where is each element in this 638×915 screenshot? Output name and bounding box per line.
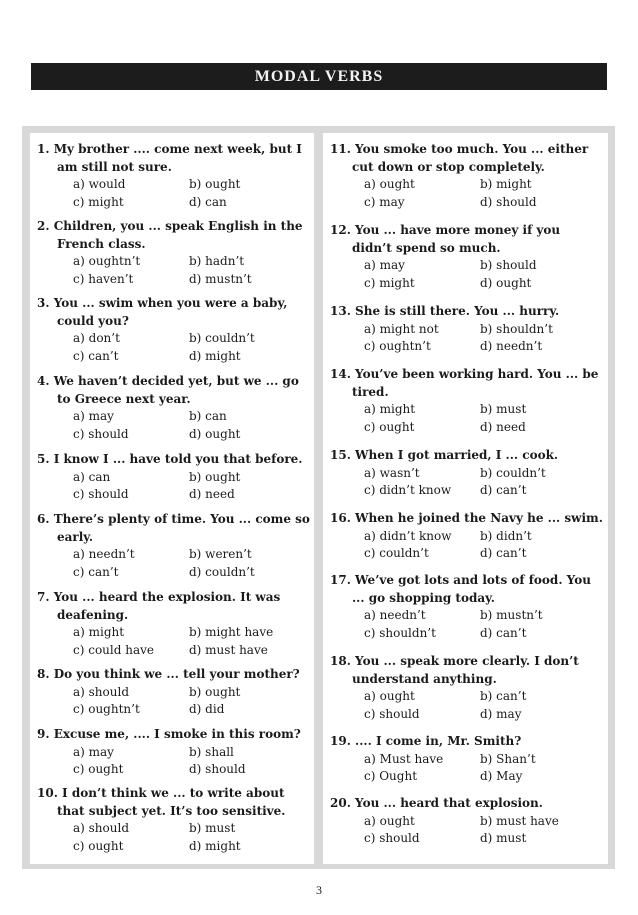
question-17	[323, 572, 608, 642]
option-b: b) can’t	[480, 689, 527, 704]
option-a: a) didn’t know	[364, 528, 452, 543]
option-c: c) ought	[364, 419, 415, 434]
option-c: c) should	[73, 487, 129, 502]
question-1	[30, 141, 314, 211]
question-stem: 3. You ... swim when you were a baby, could you?	[37, 296, 288, 328]
option-d: d) May	[480, 769, 523, 784]
option-c: c) may	[364, 194, 405, 209]
option-c: c) can’t	[73, 564, 119, 579]
question-16	[323, 510, 608, 563]
question-stem: 8. Do you think we ... tell your mother?	[37, 667, 300, 681]
option-a: a) oughtn’t	[73, 254, 141, 269]
option-c: c) oughtn’t	[364, 339, 431, 354]
page-number: 3	[316, 883, 322, 897]
option-b: b) can	[189, 409, 227, 424]
question-20	[323, 795, 608, 848]
option-d: d) may	[480, 706, 522, 721]
option-c: c) Ought	[364, 769, 418, 784]
option-c: c) ought	[73, 838, 124, 853]
option-c: c) might	[364, 275, 415, 290]
option-d: d) can	[189, 194, 227, 209]
option-c: c) ought	[73, 762, 124, 777]
question-stem: 12. You ... have more money if you didn’t spend so much.	[330, 223, 561, 255]
question-stem: 5. I know I ... have told you that before.	[37, 452, 303, 466]
option-d: d) need	[189, 487, 235, 502]
option-b: b) must	[189, 821, 236, 836]
option-a: a) may	[73, 409, 114, 424]
option-c: c) haven’t	[73, 271, 134, 286]
question-stem: 16. When he joined the Navy he ... swim.	[330, 511, 603, 525]
option-a: a) ought	[364, 813, 415, 828]
option-a: a) would	[73, 177, 126, 192]
question-stem: 14. You’ve been working hard. You ... be tired.	[330, 367, 599, 399]
question-15	[323, 447, 608, 500]
question-stem: 10. I don’t think we ... to write about that subject yet. It’s too sensitive.	[37, 786, 286, 818]
option-c: c) should	[364, 831, 420, 846]
option-a: a) needn’t	[364, 608, 426, 623]
question-8	[30, 666, 314, 719]
option-c: c) oughtn’t	[73, 702, 140, 717]
option-a: a) needn’t	[73, 547, 135, 562]
option-b: b) couldn’t	[189, 331, 255, 346]
option-b: b) should	[480, 258, 537, 273]
option-b: b) shouldn’t	[480, 321, 553, 336]
option-b: b) ought	[189, 469, 241, 484]
option-d: d) ought	[480, 275, 532, 290]
question-stem: 18. You ... speak more clearly. I don’t understand anything.	[330, 654, 579, 686]
question-stem: 17. We’ve got lots and lots of food. You ... go shopping today.	[330, 573, 591, 605]
question-10	[30, 785, 314, 855]
option-d: d) mustn’t	[189, 271, 252, 286]
option-b: b) weren’t	[189, 547, 252, 562]
option-a: a) should	[73, 684, 130, 699]
option-d: d) should	[189, 762, 246, 777]
option-a: a) ought	[364, 177, 415, 192]
option-b: b) couldn’t	[480, 465, 546, 480]
question-7	[30, 589, 314, 659]
option-b: b) might have	[189, 625, 274, 640]
option-a: a) ought	[364, 689, 415, 704]
question-5	[30, 451, 314, 504]
option-a: a) might	[364, 402, 416, 417]
question-stem: 19. .... I come in, Mr. Smith?	[330, 734, 522, 748]
option-c: c) should	[364, 706, 420, 721]
option-c: c) shouldn’t	[364, 625, 436, 640]
option-d: d) ought	[189, 426, 241, 441]
option-d: d) must	[480, 831, 527, 846]
option-b: b) must have	[480, 813, 559, 828]
question-13	[323, 303, 608, 356]
option-b: b) ought	[189, 684, 241, 699]
question-stem: 7. You ... heard the explosion. It was deafening.	[37, 590, 281, 622]
option-c: c) didn’t know	[364, 483, 452, 498]
option-c: c) should	[73, 426, 129, 441]
option-a: a) wasn’t	[364, 465, 420, 480]
option-d: d) can’t	[480, 625, 527, 640]
option-b: b) might	[480, 177, 532, 192]
option-b: b) ought	[189, 177, 241, 192]
option-a: a) should	[73, 821, 130, 836]
question-stem: 6. There’s plenty of time. You ... come so early.	[37, 512, 310, 544]
option-d: d) must have	[189, 642, 268, 657]
option-a: a) may	[73, 744, 114, 759]
option-b: b) must	[480, 402, 527, 417]
question-stem: 20. You ... heard that explosion.	[330, 796, 543, 810]
right-column	[323, 133, 608, 864]
option-b: b) didn’t	[480, 528, 532, 543]
question-14	[323, 366, 608, 436]
question-stem: 4. We haven’t decided yet, but we ... go to Greece next year.	[37, 374, 299, 406]
question-stem: 2. Children, you ... speak English in the French class.	[37, 219, 303, 251]
option-d: d) can’t	[480, 546, 527, 561]
option-d: d) can’t	[480, 483, 527, 498]
question-12	[323, 222, 608, 292]
option-c: c) could have	[73, 642, 154, 657]
option-d: d) should	[480, 194, 537, 209]
option-c: c) couldn’t	[364, 546, 429, 561]
option-b: b) Shan’t	[480, 751, 536, 766]
question-18	[323, 653, 608, 723]
question-4	[30, 373, 314, 443]
option-a: a) might	[73, 625, 125, 640]
option-d: d) couldn’t	[189, 564, 255, 579]
question-9	[30, 726, 314, 779]
option-c: c) can’t	[73, 348, 119, 363]
option-b: b) shall	[189, 744, 234, 759]
question-2	[30, 218, 314, 288]
question-3	[30, 295, 314, 365]
option-a: a) can	[73, 469, 111, 484]
page-title: MODAL VERBS	[31, 63, 607, 90]
option-a: a) may	[364, 258, 405, 273]
option-d: d) need	[480, 419, 526, 434]
question-stem: 1. My brother .... come next week, but I am still not sure.	[37, 142, 302, 174]
option-b: b) mustn’t	[480, 608, 543, 623]
option-a: a) might not	[364, 321, 439, 336]
question-stem: 11. You smoke too much. You ... either cut down or stop completely.	[330, 142, 589, 174]
question-stem: 9. Excuse me, .... I smoke in this room?	[37, 727, 301, 741]
option-c: c) might	[73, 194, 124, 209]
option-b: b) hadn’t	[189, 254, 245, 269]
question-19	[323, 733, 608, 786]
question-stem: 13. She is still there. You ... hurry.	[330, 304, 560, 318]
question-stem: 15. When I got married, I ... cook.	[330, 448, 559, 462]
left-column	[30, 133, 314, 864]
option-d: d) did	[189, 702, 225, 717]
option-d: d) needn’t	[480, 339, 543, 354]
option-a: a) don’t	[73, 331, 120, 346]
question-11	[323, 141, 608, 211]
question-6	[30, 511, 314, 581]
option-d: d) might	[189, 838, 241, 853]
option-d: d) might	[189, 348, 241, 363]
option-a: a) Must have	[364, 751, 444, 766]
